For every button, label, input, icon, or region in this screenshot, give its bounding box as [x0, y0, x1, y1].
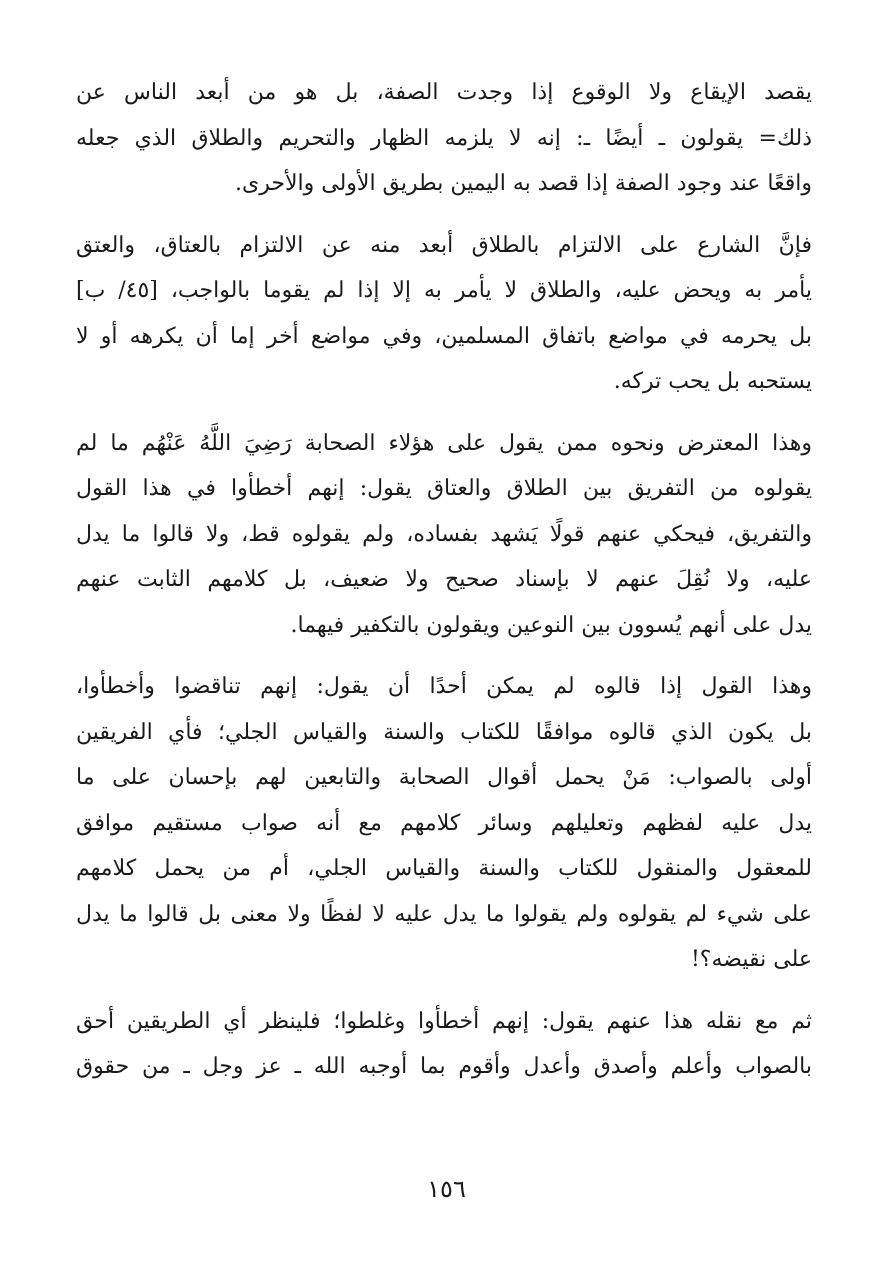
text-line: على نقيضه؟!: [690, 947, 812, 972]
text-line: يدل عليه لفظهم وتعليلهم وسائر كلامهم مع أنه صواب مستقيم موافق: [76, 810, 812, 836]
paragraph-3: [76, 421, 812, 649]
text-line: أولى بالصواب: مَنْ يحمل أقوال الصحابة والتابعين لهم بإحسان على ما: [76, 765, 812, 790]
text-line: وهذا المعترض ونحوه ممن يقول على هؤلاء الصحابة رَضِيَ اللَّهُ عَنْهُم ما لم: [76, 430, 812, 456]
text-line: يدل على أنهم يُسوون بين النوعين ويقولون بالتكفير فيهما.: [290, 612, 812, 638]
paragraph-2: [76, 223, 812, 405]
text-line: والتفريق، فيحكي عنهم قولًا يَشهد بفساده، ولم يقولوه قط، ولا قالوا ما يدل: [76, 521, 812, 547]
paragraph-4: [76, 664, 812, 983]
text-line: للمعقول والمنقول للكتاب والسنة والقياس الجلي، أم من يحمل كلامهم: [76, 856, 812, 881]
text-line: بالصواب وأعلم وأصدق وأعدل وأقوم بما أوجبه الله ـ عز وجل ـ من حقوق: [76, 1054, 812, 1079]
text-line: وهذا القول إذا قالوه لم يمكن أحدًا أن يقول: إنهم تناقضوا وأخطأوا،: [76, 674, 812, 699]
text-line: يقصد الإيقاع ولا الوقوع إذا وجدت الصفة، بل هو من أبعد الناس عن: [76, 80, 812, 105]
page-body: [76, 70, 812, 1220]
text-line: ثم مع نقله هذا عنهم يقول: إنهم أخطأوا وغلطوا؛ فلينظر أي الطريقين أحق: [76, 1008, 812, 1034]
text-line: ذلك= يقولون ـ أيضًا ـ: إنه لا يلزمه الظهار والتحريم والطلاق الذي جعله: [76, 125, 812, 151]
text-line: يأمر به ويحض عليه، والطلاق لا يأمر به إلا إذا لم يقوما بالواجب، [٤٥/ ب]: [76, 278, 812, 303]
paragraph-1: [76, 70, 812, 207]
text-line: يستحبه بل يحب تركه.: [613, 369, 812, 394]
text-line: عليه، ولا نُقِلَ عنهم لا بإسناد صحيح ولا ضعيف، بل كلامهم الثابت عنهم: [76, 567, 812, 592]
paragraph-5: [76, 999, 812, 1090]
text-line: على شيء لم يقولوه ولم يقولوا ما يدل عليه لا لفظًا ولا معنى بل قالوا ما يدل: [76, 901, 812, 927]
text-line: واقعًا عند وجود الصفة إذا قصد به اليمين بطريق الأولى والأحرى.: [235, 171, 812, 196]
text-line: بل يحرمه في مواضع باتفاق المسلمين، وفي مواضع أخر إما أن يكرهه أو لا: [76, 323, 812, 349]
text-line: فإنَّ الشارع على الالتزام بالطلاق أبعد منه عن الالتزام بالعتاق، والعتق: [76, 232, 812, 258]
page-number: ١٥٦: [427, 1175, 466, 1203]
text-line: بل يكون الذي قالوه موافقًا للكتاب والسنة والقياس الجلي؛ فأي الفريقين: [76, 719, 812, 745]
text-line: يقولوه من التفريق بين الطلاق والعتاق يقول: إنهم أخطأوا في هذا القول: [76, 476, 812, 501]
